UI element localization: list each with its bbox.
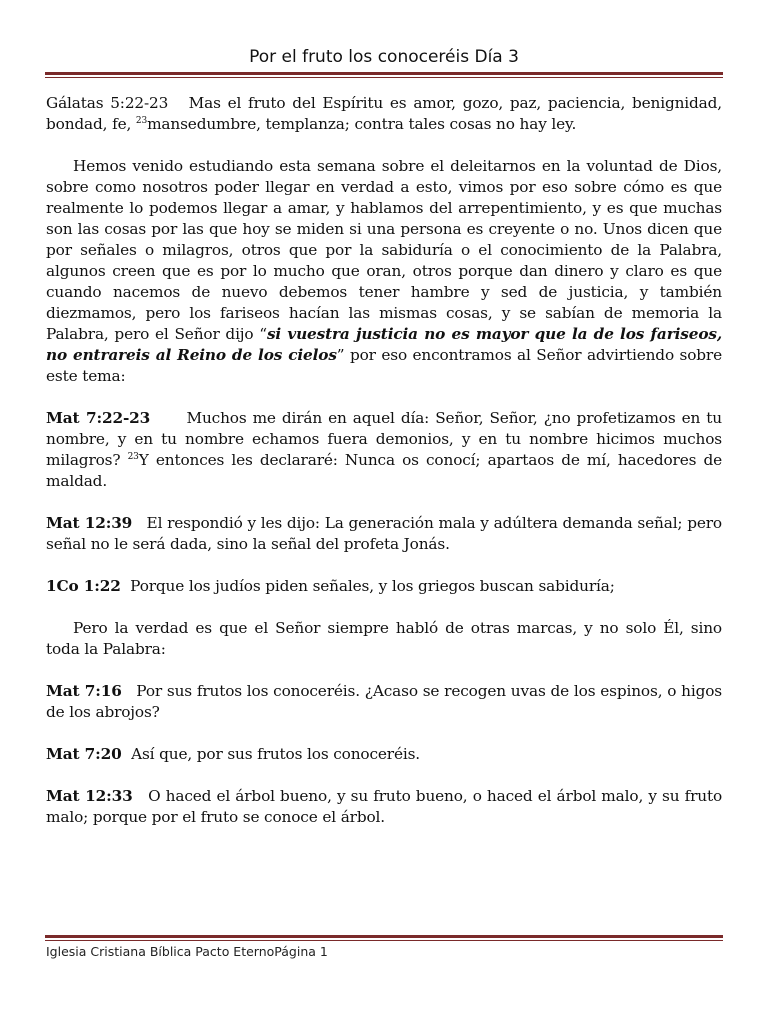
verse-reference: Mat 7:22-23 <box>46 409 151 427</box>
verse-text: Por sus frutos los conoceréis. ¿Acaso se recogen uvas de los espinos, o higos de los abrojos? <box>46 682 723 721</box>
verse-number: 23 <box>135 116 148 126</box>
header-divider <box>45 72 723 78</box>
verse-reference: Mat 12:33 <box>46 787 133 805</box>
page-title: Por el fruto los conoceréis Día 3 <box>249 47 519 67</box>
verse-reference: Gálatas 5:22-23 <box>46 94 169 112</box>
paragraph-mat-7-22 <box>46 408 722 492</box>
verse-text: El respondió y les dijo: La generación mala y adúltera demanda señal; pero señal no le será dada, sino la señal del profeta Jonás. <box>46 514 722 553</box>
verse-text: Muchos me dirán en aquel día: Señor, Señor, ¿no profetizamos en tu nombre, y en tu nombre echamos fuera demonios, y en tu nombre hicimos muchos milagros? <box>46 409 722 469</box>
body-text: Hemos venido estudiando esta semana sobre el deleitarnos en la voluntad de Dios, sobre como nosotros poder llegar en verdad a esto, vimos por eso sobre cómo es que realmente lo podemos llegar a amar, y hablamos del arrepentimiento, y es que muchas son las cosas por las que hoy se miden si una persona es creyente o no. Unos dicen que por señales o milagros, otros que por la sabiduría o el conocimiento de la Palabra, algunos creen que es por lo mucho que oran, otros porque dan dinero y claro es que cuando nacemos de nuevo debemos tener hambre y sed de justicia, y también diezmamos, pero los fariseos hacían las mismas cosas, y se sabían de memoria la Palabra, pero el Señor dijo “ <box>46 157 722 343</box>
verse-reference: 1Co 1:22 <box>46 577 121 595</box>
paragraph-mat-12-33 <box>46 786 722 828</box>
verse-reference: Mat 7:20 <box>46 745 122 763</box>
verse-text: Así que, por sus frutos los conoceréis. <box>131 745 421 763</box>
verse-number: 23 <box>127 452 139 462</box>
page-footer: Iglesia Cristiana Bíblica Pacto EternoPágina 1 <box>46 944 328 959</box>
verse-text: mansedumbre, templanza; contra tales cosas no hay ley. <box>147 115 577 133</box>
verse-reference: Mat 7:16 <box>46 682 122 700</box>
paragraph-galatas <box>46 93 722 135</box>
verse-text: Y entonces les declararé: Nunca os conocí; apartaos de mí, hacedores de maldad. <box>46 451 723 490</box>
paragraph-intro <box>46 156 722 387</box>
footer-divider <box>45 935 723 941</box>
body-text: Pero la verdad es que el Señor siempre habló de otras marcas, y no solo Él, sino toda la Palabra: <box>46 619 722 658</box>
emphasized-quote: si vuestra justicia no es mayor que la de los fariseos, no entrareis al Reino de los cielos <box>46 325 723 364</box>
document-body <box>46 93 722 828</box>
paragraph-mat-12-39 <box>46 513 722 555</box>
paragraph-mat-7-20 <box>46 744 722 765</box>
verse-text: Mas el fruto del Espíritu es amor, gozo, paz, paciencia, benignidad, bondad, fe, <box>46 94 723 133</box>
verse-text: Porque los judíos piden señales, y los griegos buscan sabiduría; <box>130 577 615 595</box>
paragraph-transition <box>46 618 722 660</box>
verse-text: O haced el árbol bueno, y su fruto bueno, o haced el árbol malo, y su fruto malo; porque por el fruto se conoce el árbol. <box>46 787 723 826</box>
verse-reference: Mat 12:39 <box>46 514 133 532</box>
paragraph-1co-1-22 <box>46 576 722 597</box>
paragraph-mat-7-16 <box>46 681 722 723</box>
body-text: ” por eso encontramos al Señor advirtiendo sobre este tema: <box>46 346 722 385</box>
